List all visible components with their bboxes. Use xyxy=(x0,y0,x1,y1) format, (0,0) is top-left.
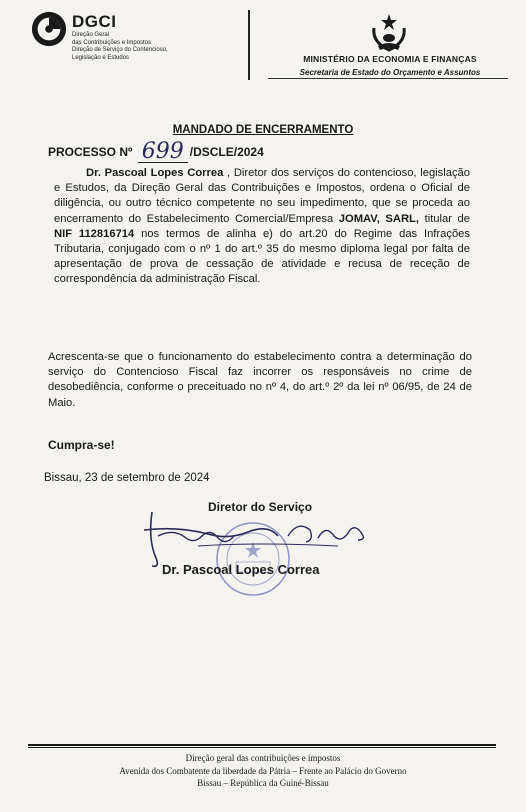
footer-line: Bissau – República da Guiné-Bissau xyxy=(197,778,329,788)
ministry-rule xyxy=(268,78,508,79)
agency-line: Direção de Serviço do Contencioso, xyxy=(72,47,168,53)
director-name: Dr. Pascoal Lopes Correa xyxy=(86,167,224,179)
warning-paragraph: Acrescenta-se que o funcionamento do estabelecimento contra a determinação do serviço do Contencioso Fiscal faz incorrer os responsáveis no crime de desobediência, conforme o preceituado no nº 4, do art.º 2º da lei nº 06/95, de 24 de Maio. xyxy=(48,351,472,409)
footer-line: Avenida dos Combatente da liberdade da Pátria – Frente ao Palácio do Governo xyxy=(119,765,407,776)
national-emblem-icon xyxy=(368,10,410,54)
ministry-title: MINISTÉRIO DA ECONOMIA E FINANÇAS xyxy=(303,54,477,64)
processo-label: PROCESSO Nº xyxy=(48,145,133,159)
processo-line xyxy=(48,139,264,164)
closing-line: Cumpra-se! xyxy=(48,438,115,452)
ministry-block xyxy=(260,54,520,77)
signer-name: Dr. Pascoal Lopes Correa xyxy=(162,562,320,577)
footer-rule xyxy=(28,744,496,746)
footer-rule xyxy=(28,747,496,748)
agency-short: DGCI xyxy=(72,12,117,31)
document-title: MANDADO DE ENCERRAMENTO xyxy=(172,124,354,136)
footer-address xyxy=(0,752,526,790)
order-paragraph xyxy=(54,166,470,288)
dgci-logo-icon xyxy=(30,10,68,48)
company-name: JOMAV, SARL, xyxy=(338,212,419,225)
paragraph-text: nos termos de alinha e) do art.20 do Regime das Infrações Tributaria, conjugado com o nº 1 do art.º 35 do mesmo diploma legal por falta de apresentação de prova de cessação de atividade e recusa de receção de correspondência da administração Fiscal. xyxy=(54,227,470,286)
paragraph-text: titular de xyxy=(419,212,470,225)
processo-suffix: /DSCLE/2024 xyxy=(189,145,264,159)
footer-line: Direção geral das contribuições e impostos xyxy=(185,753,341,763)
agency-line: das Contribuições e Impostos xyxy=(72,39,152,46)
signer-role: Diretor do Serviço xyxy=(208,500,313,514)
agency-line: Direção Geral xyxy=(72,32,110,38)
nif-number: NIF 112816714 xyxy=(54,227,135,240)
header-divider xyxy=(248,10,250,80)
date-line: Bissau, 23 de setembro de 2024 xyxy=(44,472,210,484)
agency-block xyxy=(72,12,168,62)
paragraph-text: , Diretor dos serviços do contencioso, legislação e Estudos, da Direção Geral das Contribuições e Impostos, ordena o Oficial de diligência, ou outro técnico competente no seu impedimento, que se proceda ao encerramento do Estabelecimento Comercial/Empresa xyxy=(54,167,470,225)
ministry-subtitle: Secretaria de Estado do Orçamento e Assuntos xyxy=(299,68,481,77)
processo-number: 699 xyxy=(138,142,188,163)
agency-line: Legislação e Estudos xyxy=(72,54,130,61)
